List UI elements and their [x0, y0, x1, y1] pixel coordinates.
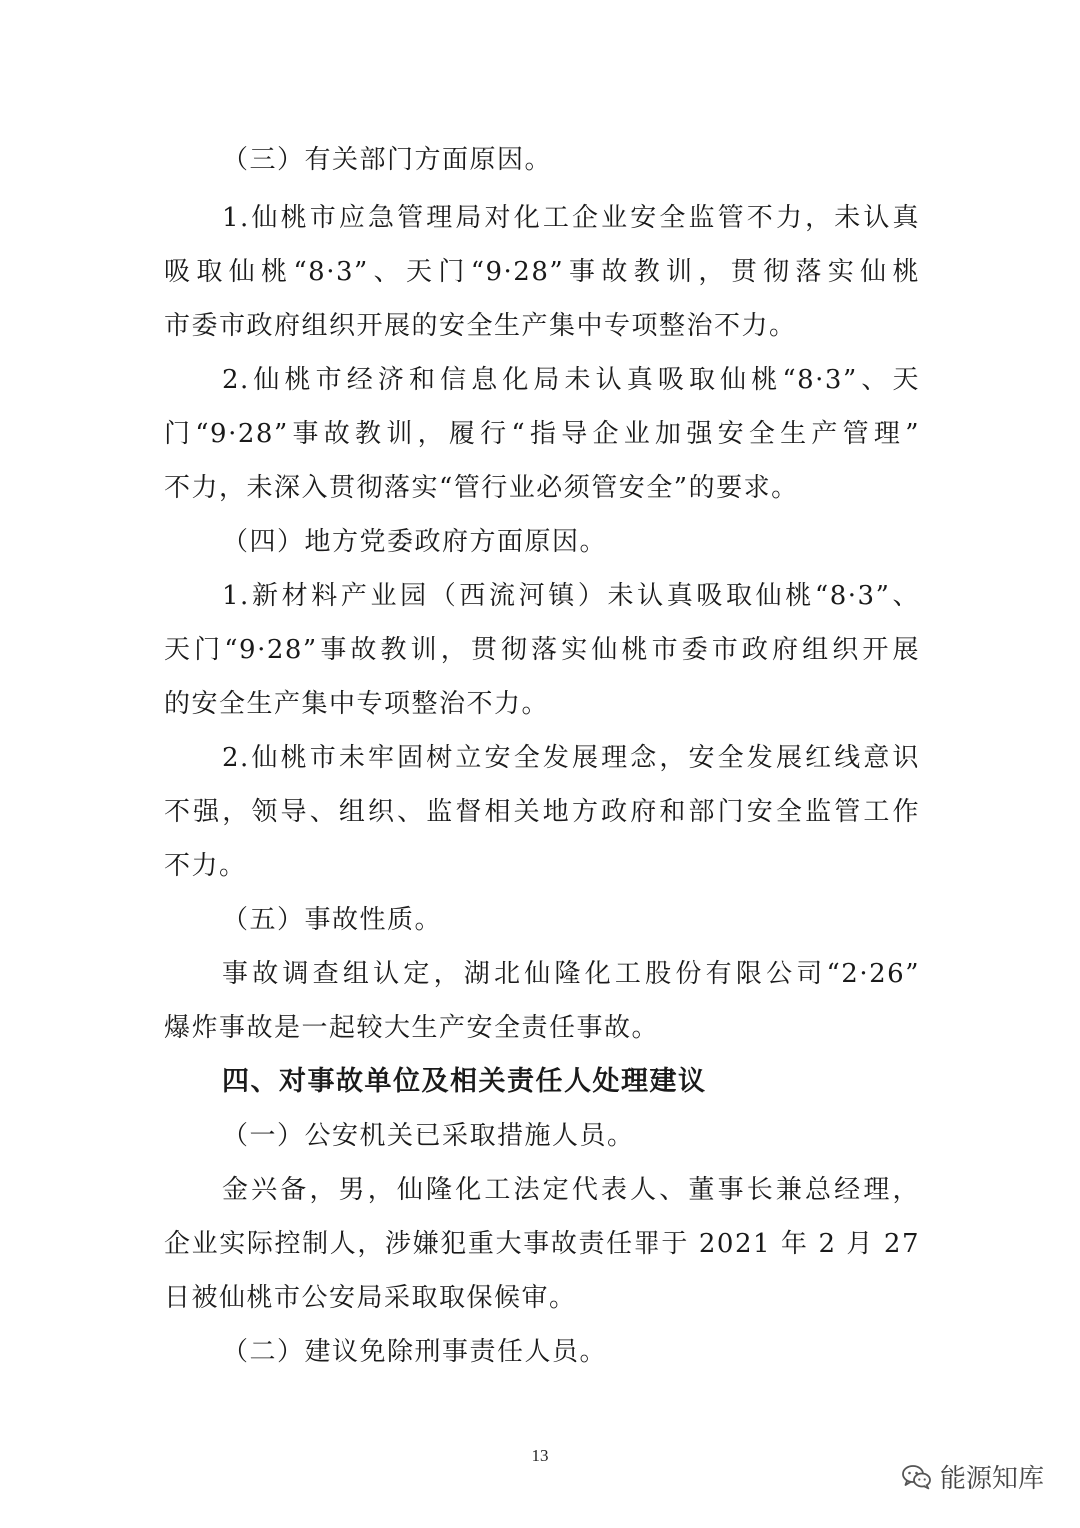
- paragraph-line: 不力。: [164, 851, 247, 881]
- watermark-text: 能源知库: [939, 1464, 1044, 1494]
- paragraph-line: 的安全生产集中专项整治不力。: [164, 689, 550, 719]
- paragraph-line: 吸取仙桃“8·3”、天门“9·28”事故教训，贯彻落实仙桃: [164, 257, 920, 287]
- paragraph-line: 爆炸事故是一起较大生产安全责任事故。: [164, 1013, 660, 1043]
- paragraph-line: 企业实际控制人，涉嫌犯重大事故责任罪于 2021 年 2 月 27: [164, 1229, 920, 1259]
- chapter-heading: 四、对事故单位及相关责任人处理建议: [222, 1066, 707, 1097]
- paragraph-line: 2.仙桃市未牢固树立安全发展理念，安全发展红线意识: [222, 743, 920, 773]
- watermark: [902, 1458, 1044, 1495]
- wechat-icon: [902, 1464, 932, 1490]
- paragraph-line: 天门“9·28”事故教训，贯彻落实仙桃市委市政府组织开展: [164, 635, 920, 665]
- paragraph-line: 市委市政府组织开展的安全生产集中专项整治不力。: [164, 311, 797, 341]
- paragraph-line: 金兴备，男，仙隆化工法定代表人、董事长兼总经理，: [222, 1175, 920, 1205]
- page-number: 13: [531, 1446, 549, 1465]
- paragraph-line: 不力，未深入贯彻落实“管行业必须管安全”的要求。: [164, 473, 799, 503]
- section-heading-4: （四）地方党委政府方面原因。: [222, 527, 608, 557]
- paragraph-line: 1.新材料产业园（西流河镇）未认真吸取仙桃“8·3”、: [222, 581, 920, 611]
- paragraph-line: 不强，领导、组织、监督相关地方政府和部门安全监管工作: [164, 797, 920, 827]
- section-heading-1: （一）公安机关已采取措施人员。: [222, 1121, 635, 1151]
- section-heading-3: （三）有关部门方面原因。: [222, 145, 553, 175]
- paragraph-line: 门“9·28”事故教训，履行“指导企业加强安全生产管理”: [164, 419, 920, 449]
- paragraph-line: 事故调查组认定，湖北仙隆化工股份有限公司“2·26”: [222, 959, 920, 989]
- paragraph-line: 日被仙桃市公安局采取取保候审。: [164, 1283, 577, 1313]
- section-heading-2: （二）建议免除刑事责任人员。: [222, 1337, 608, 1367]
- paragraph-line: 1.仙桃市应急管理局对化工企业安全监管不力，未认真: [222, 203, 920, 233]
- paragraph-line: 2.仙桃市经济和信息化局未认真吸取仙桃“8·3”、天: [222, 365, 920, 395]
- section-heading-5: （五）事故性质。: [222, 905, 443, 935]
